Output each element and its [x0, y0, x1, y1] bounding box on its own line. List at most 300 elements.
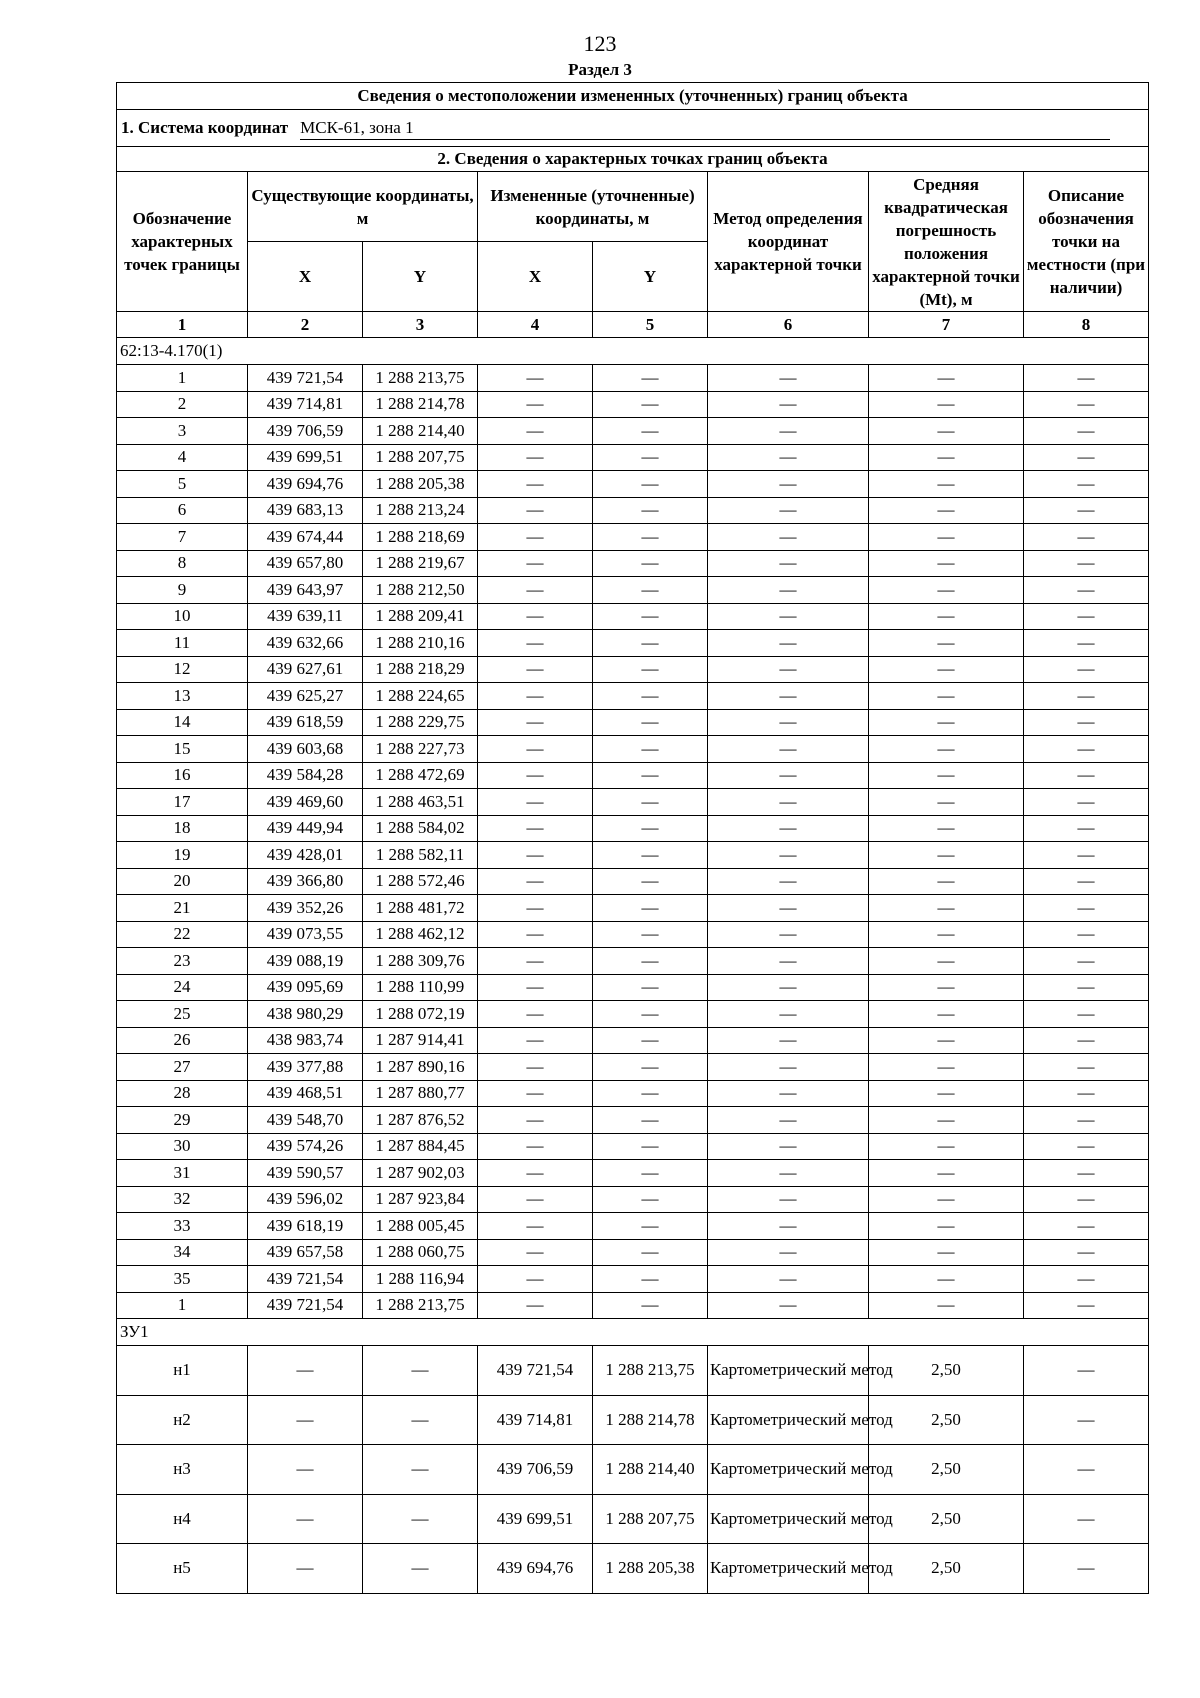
description: —: [1024, 921, 1149, 948]
description: —: [1024, 630, 1149, 657]
method: Картометрический метод: [708, 1494, 869, 1544]
point-number: 27: [117, 1054, 248, 1081]
accuracy: —: [869, 471, 1024, 498]
table-row: [117, 1027, 1149, 1054]
existing-y: 1 288 214,40: [363, 418, 478, 445]
changed-x: —: [478, 789, 593, 816]
changed-x: —: [478, 1080, 593, 1107]
accuracy: —: [869, 1239, 1024, 1266]
description: —: [1024, 656, 1149, 683]
changed-y: —: [593, 391, 708, 418]
existing-x: 439 643,97: [248, 577, 363, 604]
table-row: [117, 1494, 1149, 1544]
existing-x: 439 574,26: [248, 1133, 363, 1160]
existing-y: 1 288 472,69: [363, 762, 478, 789]
method: —: [708, 1239, 869, 1266]
point-number: 19: [117, 842, 248, 869]
description: —: [1024, 1133, 1149, 1160]
existing-x: 439 073,55: [248, 921, 363, 948]
existing-y: 1 288 005,45: [363, 1213, 478, 1240]
coord-system-value: МСК-61, зона 1: [300, 117, 1110, 140]
method: —: [708, 365, 869, 392]
existing-x: 439 468,51: [248, 1080, 363, 1107]
accuracy: —: [869, 1027, 1024, 1054]
table-row: [117, 815, 1149, 842]
method: —: [708, 762, 869, 789]
point-number: 23: [117, 948, 248, 975]
description: —: [1024, 895, 1149, 922]
existing-y: 1 288 209,41: [363, 603, 478, 630]
description: —: [1024, 603, 1149, 630]
existing-x: 439 632,66: [248, 630, 363, 657]
column-number-row: [117, 312, 1149, 338]
existing-y: 1 288 582,11: [363, 842, 478, 869]
point-number: 29: [117, 1107, 248, 1134]
existing-y: 1 288 463,51: [363, 789, 478, 816]
description: —: [1024, 1001, 1149, 1028]
table-row: [117, 630, 1149, 657]
existing-x: 438 983,74: [248, 1027, 363, 1054]
column-number: 1: [117, 312, 248, 338]
existing-x: —: [248, 1445, 363, 1495]
changed-y: —: [593, 736, 708, 763]
table-row: [117, 1213, 1149, 1240]
description: —: [1024, 550, 1149, 577]
point-number: 1: [117, 1292, 248, 1319]
table-row: [117, 391, 1149, 418]
method: —: [708, 1054, 869, 1081]
existing-x: 439 721,54: [248, 1266, 363, 1293]
changed-y: —: [593, 577, 708, 604]
table-row: [117, 921, 1149, 948]
description: —: [1024, 1186, 1149, 1213]
points-header: 2. Сведения о характерных точках границ объекта: [117, 147, 1149, 172]
point-number: 14: [117, 709, 248, 736]
accuracy: —: [869, 868, 1024, 895]
header-changed-y: Y: [593, 242, 708, 312]
method: —: [708, 1107, 869, 1134]
point-number: 1: [117, 365, 248, 392]
changed-x: —: [478, 842, 593, 869]
existing-y: 1 288 218,29: [363, 656, 478, 683]
changed-x: —: [478, 895, 593, 922]
point-number: 31: [117, 1160, 248, 1187]
table-row: [117, 577, 1149, 604]
table-row: [117, 1107, 1149, 1134]
changed-x: —: [478, 683, 593, 710]
table-row: [117, 524, 1149, 551]
description: —: [1024, 1266, 1149, 1293]
point-number: 6: [117, 497, 248, 524]
changed-x: —: [478, 1133, 593, 1160]
accuracy: —: [869, 1266, 1024, 1293]
existing-y: 1 287 923,84: [363, 1186, 478, 1213]
accuracy: —: [869, 524, 1024, 551]
method: —: [708, 391, 869, 418]
existing-y: 1 288 210,16: [363, 630, 478, 657]
existing-y: 1 288 218,69: [363, 524, 478, 551]
existing-x: 439 548,70: [248, 1107, 363, 1134]
table-row: [117, 603, 1149, 630]
method: Картометрический метод: [708, 1346, 869, 1396]
accuracy: —: [869, 1133, 1024, 1160]
changed-y: —: [593, 868, 708, 895]
description: —: [1024, 1494, 1149, 1544]
point-number: н1: [117, 1346, 248, 1396]
table-row: [117, 1160, 1149, 1187]
method: —: [708, 1186, 869, 1213]
changed-x: —: [478, 391, 593, 418]
changed-x: —: [478, 1239, 593, 1266]
page-number: 123: [583, 31, 617, 56]
changed-y: —: [593, 1054, 708, 1081]
method: Картометрический метод: [708, 1544, 869, 1594]
column-number: 4: [478, 312, 593, 338]
method: —: [708, 709, 869, 736]
existing-x: 438 980,29: [248, 1001, 363, 1028]
description: —: [1024, 524, 1149, 551]
method: —: [708, 577, 869, 604]
table-row: [117, 948, 1149, 975]
existing-y: 1 288 462,12: [363, 921, 478, 948]
description: —: [1024, 497, 1149, 524]
existing-x: 439 721,54: [248, 1292, 363, 1319]
existing-y: 1 288 481,72: [363, 895, 478, 922]
point-number: 28: [117, 1080, 248, 1107]
existing-x: 439 674,44: [248, 524, 363, 551]
changed-y: —: [593, 550, 708, 577]
changed-y: —: [593, 1160, 708, 1187]
description: —: [1024, 391, 1149, 418]
method: —: [708, 1133, 869, 1160]
changed-y: —: [593, 418, 708, 445]
existing-y: —: [363, 1445, 478, 1495]
existing-x: 439 469,60: [248, 789, 363, 816]
existing-y: 1 288 110,99: [363, 974, 478, 1001]
method: —: [708, 524, 869, 551]
header-accuracy: Средняя квадратическая погрешность положения характерной точки (Mt), м: [869, 172, 1024, 312]
header-designation: Обозначение характерных точек границы: [117, 172, 248, 312]
description: —: [1024, 1027, 1149, 1054]
existing-y: 1 287 902,03: [363, 1160, 478, 1187]
table-row: [117, 683, 1149, 710]
accuracy: —: [869, 1186, 1024, 1213]
description: —: [1024, 815, 1149, 842]
accuracy: —: [869, 683, 1024, 710]
accuracy: 2,50: [869, 1395, 1024, 1445]
changed-y: —: [593, 656, 708, 683]
method: —: [708, 656, 869, 683]
section-title: Раздел 3: [568, 60, 632, 79]
changed-y: —: [593, 1107, 708, 1134]
method: —: [708, 550, 869, 577]
method: —: [708, 974, 869, 1001]
existing-y: 1 288 572,46: [363, 868, 478, 895]
changed-y: —: [593, 948, 708, 975]
changed-x: —: [478, 974, 593, 1001]
point-number: н5: [117, 1544, 248, 1594]
existing-y: —: [363, 1395, 478, 1445]
table-row: [117, 709, 1149, 736]
changed-y: 1 288 214,40: [593, 1445, 708, 1495]
changed-y: —: [593, 1186, 708, 1213]
table-row: [117, 1239, 1149, 1266]
point-number: 25: [117, 1001, 248, 1028]
changed-x: —: [478, 762, 593, 789]
point-number: 12: [117, 656, 248, 683]
accuracy: —: [869, 365, 1024, 392]
description: —: [1024, 1239, 1149, 1266]
existing-x: 439 625,27: [248, 683, 363, 710]
existing-x: 439 639,11: [248, 603, 363, 630]
description: —: [1024, 577, 1149, 604]
changed-y: —: [593, 709, 708, 736]
changed-y: —: [593, 1292, 708, 1319]
changed-y: —: [593, 762, 708, 789]
point-number: 33: [117, 1213, 248, 1240]
accuracy: —: [869, 550, 1024, 577]
existing-y: 1 288 229,75: [363, 709, 478, 736]
method: —: [708, 471, 869, 498]
existing-y: 1 288 584,02: [363, 815, 478, 842]
coord-system-row: [117, 110, 1149, 147]
existing-y: 1 287 884,45: [363, 1133, 478, 1160]
existing-x: 439 449,94: [248, 815, 363, 842]
changed-y: —: [593, 1213, 708, 1240]
method: —: [708, 736, 869, 763]
accuracy: —: [869, 497, 1024, 524]
changed-y: 1 288 213,75: [593, 1346, 708, 1396]
existing-x: —: [248, 1395, 363, 1445]
table-row: [117, 1001, 1149, 1028]
header-existing-x: X: [248, 242, 363, 312]
accuracy: —: [869, 1292, 1024, 1319]
column-number: 6: [708, 312, 869, 338]
accuracy: 2,50: [869, 1544, 1024, 1594]
table-row: [117, 868, 1149, 895]
existing-y: 1 288 309,76: [363, 948, 478, 975]
changed-y: —: [593, 524, 708, 551]
existing-y: 1 288 213,75: [363, 1292, 478, 1319]
changed-x: 439 714,81: [478, 1395, 593, 1445]
changed-x: —: [478, 1107, 593, 1134]
description: —: [1024, 1054, 1149, 1081]
point-number: 18: [117, 815, 248, 842]
existing-y: 1 288 219,67: [363, 550, 478, 577]
point-number: 26: [117, 1027, 248, 1054]
accuracy: —: [869, 391, 1024, 418]
point-number: 9: [117, 577, 248, 604]
table-row: [117, 1445, 1149, 1495]
table-row: [117, 974, 1149, 1001]
existing-x: 439 657,58: [248, 1239, 363, 1266]
description: —: [1024, 736, 1149, 763]
header-method: Метод определения координат характерной точки: [708, 172, 869, 312]
changed-y: —: [593, 603, 708, 630]
method: —: [708, 1213, 869, 1240]
accuracy: —: [869, 762, 1024, 789]
changed-y: —: [593, 1027, 708, 1054]
accuracy: —: [869, 418, 1024, 445]
description: —: [1024, 418, 1149, 445]
description: —: [1024, 1346, 1149, 1396]
changed-x: —: [478, 921, 593, 948]
existing-y: —: [363, 1544, 478, 1594]
description: —: [1024, 1544, 1149, 1594]
existing-x: 439 590,57: [248, 1160, 363, 1187]
existing-y: 1 288 207,75: [363, 444, 478, 471]
method: —: [708, 868, 869, 895]
accuracy: 2,50: [869, 1346, 1024, 1396]
point-number: н4: [117, 1494, 248, 1544]
point-number: 3: [117, 418, 248, 445]
existing-y: —: [363, 1494, 478, 1544]
changed-x: —: [478, 365, 593, 392]
table-row: [117, 789, 1149, 816]
changed-x: —: [478, 444, 593, 471]
changed-x: —: [478, 1266, 593, 1293]
table-row: [117, 418, 1149, 445]
changed-x: —: [478, 815, 593, 842]
method: —: [708, 1080, 869, 1107]
accuracy: —: [869, 974, 1024, 1001]
point-number: 22: [117, 921, 248, 948]
accuracy: —: [869, 1054, 1024, 1081]
accuracy: 2,50: [869, 1445, 1024, 1495]
existing-x: 439 088,19: [248, 948, 363, 975]
changed-y: —: [593, 974, 708, 1001]
column-number: 5: [593, 312, 708, 338]
existing-x: 439 706,59: [248, 418, 363, 445]
changed-x: —: [478, 948, 593, 975]
existing-x: —: [248, 1544, 363, 1594]
table-row: [117, 471, 1149, 498]
coord-system-label: 1. Система координат: [121, 117, 289, 137]
header-existing: Существующие координаты, м: [248, 172, 478, 242]
existing-y: 1 288 212,50: [363, 577, 478, 604]
changed-x: —: [478, 1001, 593, 1028]
method: —: [708, 497, 869, 524]
accuracy: —: [869, 603, 1024, 630]
point-number: 35: [117, 1266, 248, 1293]
point-number: 10: [117, 603, 248, 630]
description: —: [1024, 1213, 1149, 1240]
method: —: [708, 603, 869, 630]
accuracy: —: [869, 1213, 1024, 1240]
column-number: 2: [248, 312, 363, 338]
table-row: [117, 1395, 1149, 1445]
changed-y: 1 288 205,38: [593, 1544, 708, 1594]
method: —: [708, 948, 869, 975]
changed-y: —: [593, 1001, 708, 1028]
method: —: [708, 1292, 869, 1319]
method: —: [708, 1001, 869, 1028]
changed-y: —: [593, 921, 708, 948]
description: —: [1024, 1292, 1149, 1319]
point-number: 15: [117, 736, 248, 763]
group-name: ЗУ1: [117, 1319, 1149, 1346]
changed-x: 439 706,59: [478, 1445, 593, 1495]
changed-y: —: [593, 1080, 708, 1107]
table-row: [117, 550, 1149, 577]
column-number: 3: [363, 312, 478, 338]
changed-x: —: [478, 1160, 593, 1187]
description: —: [1024, 842, 1149, 869]
accuracy: —: [869, 789, 1024, 816]
changed-x: —: [478, 524, 593, 551]
method: Картометрический метод: [708, 1445, 869, 1495]
table-row: [117, 736, 1149, 763]
changed-x: —: [478, 1027, 593, 1054]
description: —: [1024, 1160, 1149, 1187]
existing-x: 439 584,28: [248, 762, 363, 789]
point-number: 5: [117, 471, 248, 498]
accuracy: —: [869, 656, 1024, 683]
existing-x: —: [248, 1346, 363, 1396]
table-row: [117, 762, 1149, 789]
table-row: [117, 895, 1149, 922]
existing-x: 439 095,69: [248, 974, 363, 1001]
existing-x: 439 683,13: [248, 497, 363, 524]
accuracy: —: [869, 577, 1024, 604]
changed-x: —: [478, 471, 593, 498]
description: —: [1024, 444, 1149, 471]
existing-y: 1 288 060,75: [363, 1239, 478, 1266]
point-number: 34: [117, 1239, 248, 1266]
method: —: [708, 895, 869, 922]
accuracy: —: [869, 1160, 1024, 1187]
existing-y: 1 288 224,65: [363, 683, 478, 710]
existing-y: 1 288 213,24: [363, 497, 478, 524]
accuracy: —: [869, 1107, 1024, 1134]
changed-y: —: [593, 683, 708, 710]
point-number: 30: [117, 1133, 248, 1160]
table-row: [117, 365, 1149, 392]
existing-x: 439 714,81: [248, 391, 363, 418]
method: Картометрический метод: [708, 1395, 869, 1445]
existing-y: 1 288 227,73: [363, 736, 478, 763]
changed-x: —: [478, 1213, 593, 1240]
method: —: [708, 842, 869, 869]
description: —: [1024, 789, 1149, 816]
description: —: [1024, 762, 1149, 789]
point-number: 4: [117, 444, 248, 471]
description: —: [1024, 948, 1149, 975]
changed-y: —: [593, 365, 708, 392]
existing-x: 439 352,26: [248, 895, 363, 922]
accuracy: —: [869, 815, 1024, 842]
method: —: [708, 815, 869, 842]
method: —: [708, 444, 869, 471]
existing-x: 439 603,68: [248, 736, 363, 763]
existing-y: 1 288 116,94: [363, 1266, 478, 1293]
accuracy: —: [869, 444, 1024, 471]
method: —: [708, 1027, 869, 1054]
accuracy: —: [869, 895, 1024, 922]
accuracy: —: [869, 948, 1024, 975]
changed-y: —: [593, 1239, 708, 1266]
changed-y: 1 288 207,75: [593, 1494, 708, 1544]
existing-y: 1 287 914,41: [363, 1027, 478, 1054]
changed-x: —: [478, 497, 593, 524]
existing-y: 1 288 205,38: [363, 471, 478, 498]
table-title: Сведения о местоположении измененных (уточненных) границ объекта: [117, 83, 1149, 110]
changed-x: —: [478, 656, 593, 683]
changed-x: 439 694,76: [478, 1544, 593, 1594]
header-changed: Измененные (уточненные) координаты, м: [478, 172, 708, 242]
method: —: [708, 683, 869, 710]
accuracy: —: [869, 709, 1024, 736]
